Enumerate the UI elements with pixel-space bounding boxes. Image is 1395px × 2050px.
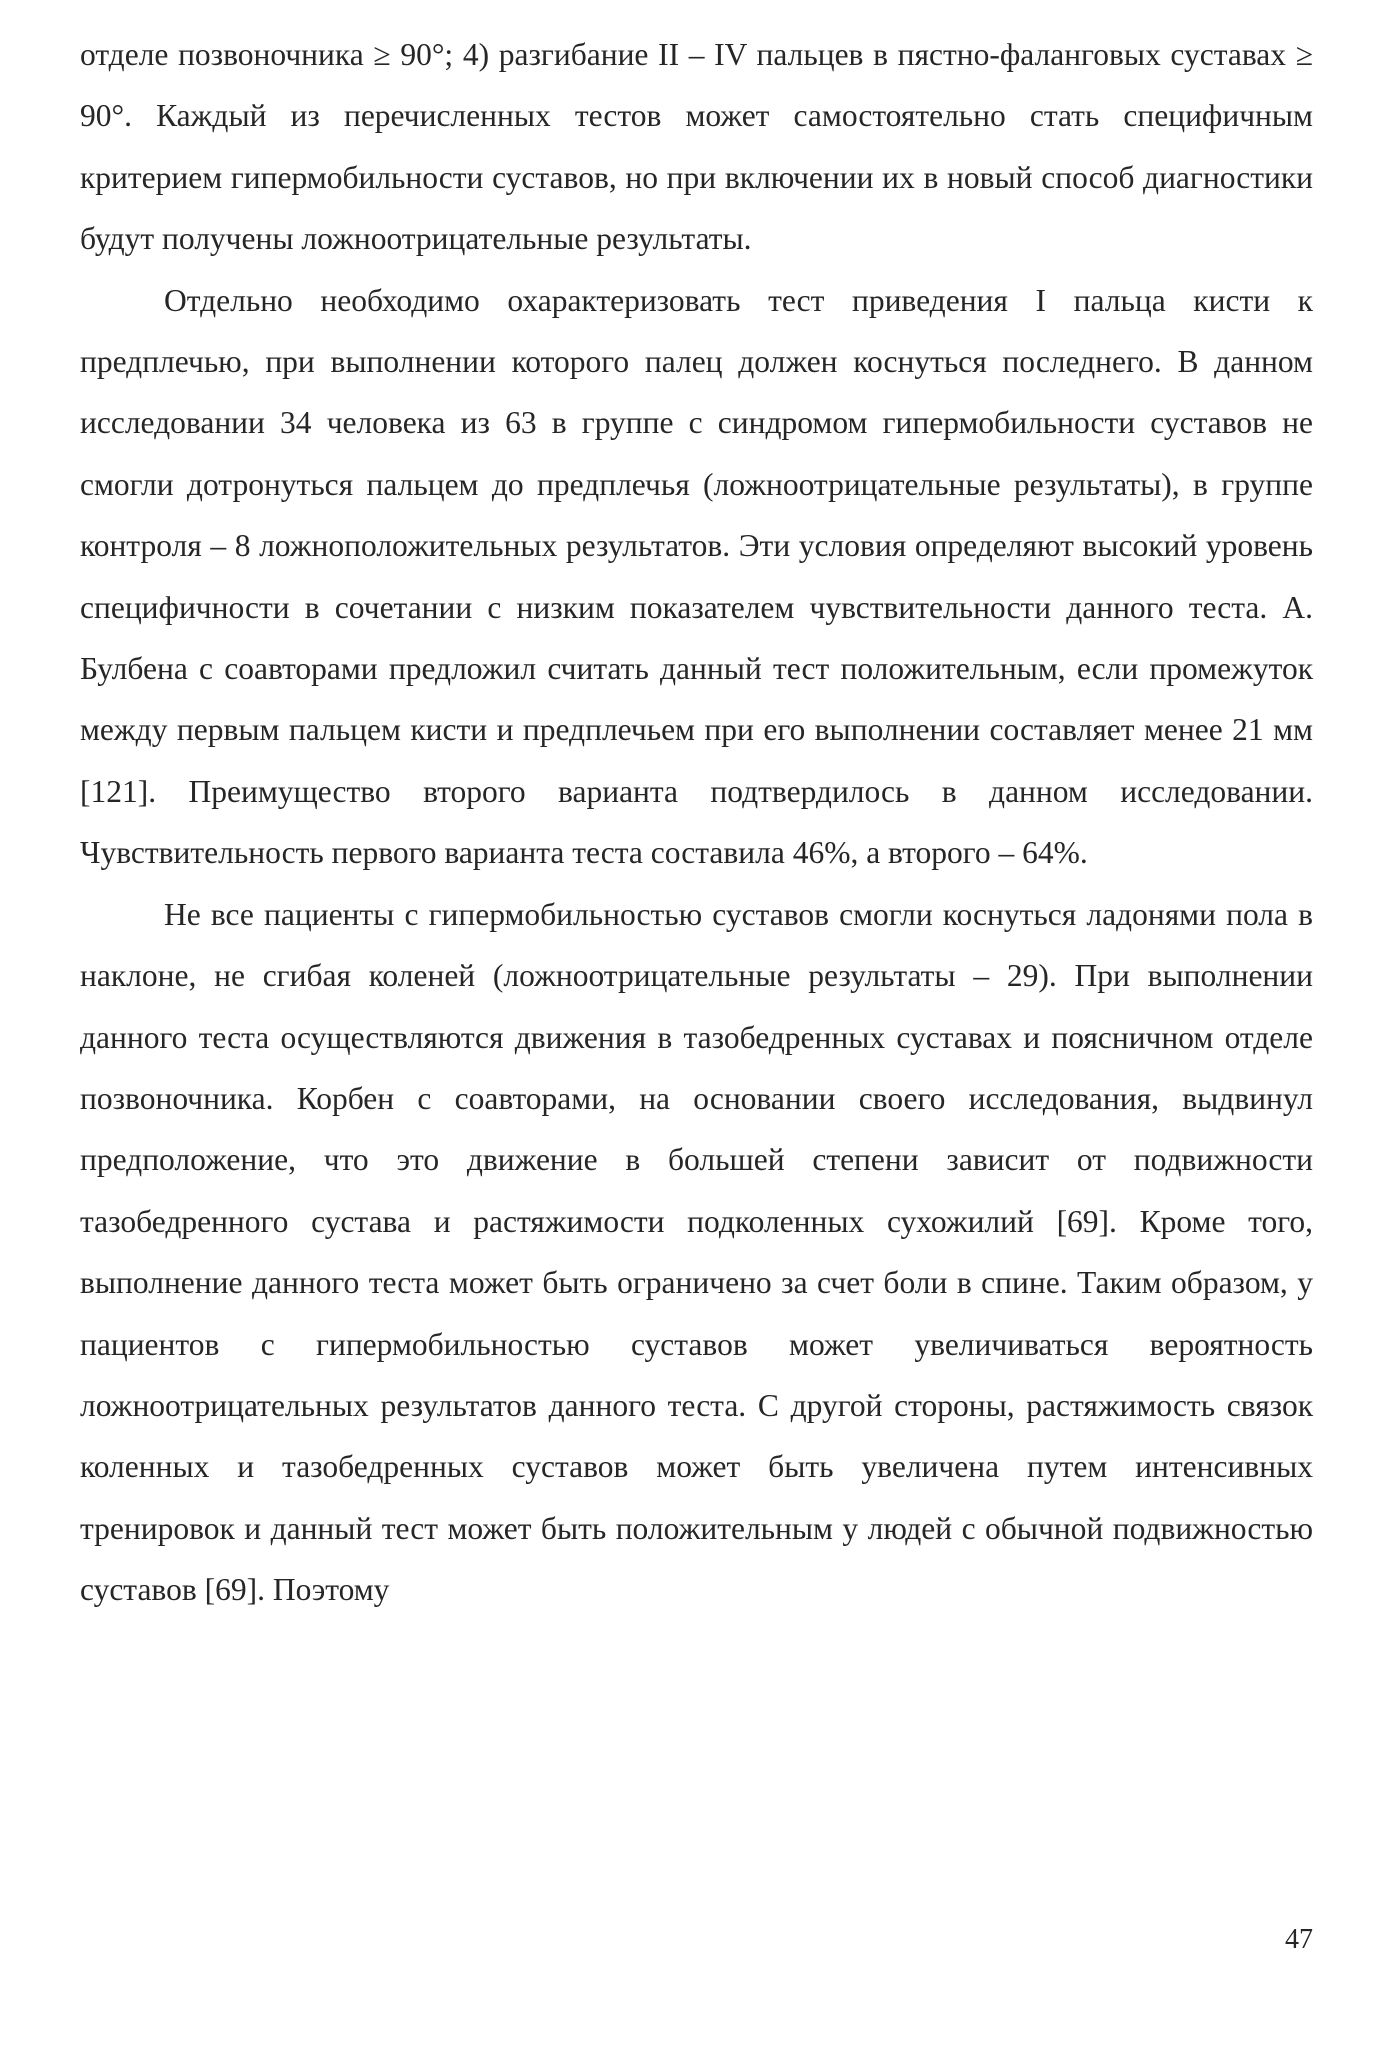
body-text [80,24,1313,1621]
paragraph-floor-test: Не все пациенты с гипермобильностью суставов смогли коснуться ладонями пола в наклоне, не сгибая коленей (ложноотрицательные результаты – 29). При выполнении данного теста осуществляются движения в тазобедренных суставах и поясничном отделе позвоночника. Корбен с соавторами, на основании своего исследования, выдвинул предположение, что это движение в большей степени зависит от подвижности тазобедренного сустава и растяжимости подколенных сухожилий [69]. Кроме того, выполнение данного теста может быть ограничено за счет боли в спине. Таким образом, у пациентов с гипермобильностью суставов может увеличиваться вероятность ложноотрицательных результатов данного теста. С другой стороны, растяжимость связок коленных и тазобедренных суставов может быть увеличена путем интенсивных тренировок и данный тест может быть положительным у людей с обычной подвижностью суставов [69]. Поэтому [80,896,1313,1608]
paragraph-continuation: отделе позвоночника ≥ 90°; 4) разгибание II – IV пальцев в пястно-фаланговых суставах ≥ 90°. Каждый из перечисленных тестов может самостоятельно стать специфичным критерием гипермобильности суставов, но при включении их в новый способ диагностики будут получены ложноотрицательные результаты. [80,37,1313,257]
paragraph-thumb-test: Отдельно необходимо охарактеризовать тест приведения I пальца кисти к предплечью, при выполнении которого палец должен коснуться последнего. В данном исследовании 34 человека из 63 в группе с синдромом гипермобильности суставов не смогли дотронуться пальцем до предплечья (ложноотрицательные результаты), в группе контроля – 8 ложноположительных результатов. Эти условия определяют высокий уровень специфичности в сочетании с низким показателем чувствительности данного теста. А. Булбена с соавторами предложил считать данный тест положительным, если промежуток между первым пальцем кисти и предплечьем при его выполнении составляет менее 21 мм [121]. Преимущество второго варианта подтвердилось в данном исследовании. Чувствительность первого варианта теста составила 46%, а второго – 64%. [80,282,1313,871]
page-number: 47 [1285,1924,1313,1955]
